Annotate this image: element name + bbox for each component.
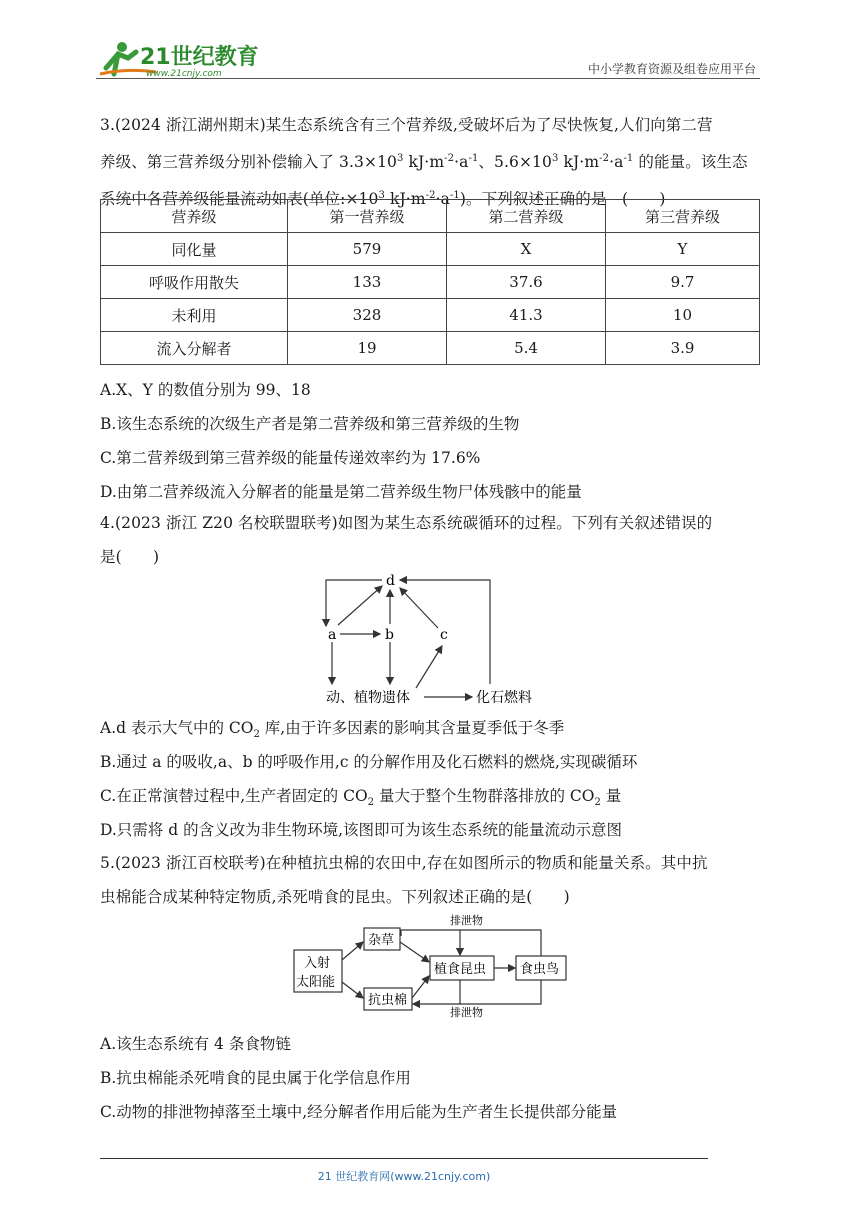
q4-option-a: A.d 表示大气中的 $CO_2$ 库,由于许多因素的影响其含量夏季低于冬季 [100,719,565,741]
header-platform-text: 中小学教育资源及组卷应用平台 [587,62,756,76]
q3-line-1: 3.(2024 浙江湖州期末)某生态系统含有三个营养级,受破坏后为了尽快恢复,人们向第二营 [100,116,713,134]
table-cell: Y [606,233,760,266]
table-header-cell: 第二营养级 [447,200,606,233]
table-cell: 328 [288,299,447,332]
footer-divider [100,1158,708,1159]
table-row [101,332,760,365]
q3-option-a: A.X、Y 的数值分别为 99、18 [100,381,311,399]
runner-logo-icon [96,38,266,80]
node-a: a [328,627,337,643]
sun-label-line2: 太阳能 [296,975,336,990]
question-4-stem [100,506,760,574]
table-cell: 流入分解者 [101,332,288,365]
weed-label: 杂草 [368,933,395,948]
sun-label-line1: 入射 [304,956,331,971]
table-header-cell: 营养级 [101,200,288,233]
q5-option-b: B.抗虫棉能杀死啃食的昆虫属于化学信息作用 [100,1069,411,1087]
table-row [101,266,760,299]
q4-option-d: D.只需将 d 的含义改为非生物环境,该图即可为该生态系统的能量流动示意图 [100,821,623,839]
node-remains: 动、植物遗体 [326,690,410,706]
q5-line-2: 虫棉能合成某种特定物质,杀死啃食的昆虫。下列叙述正确的是( ) [100,888,570,906]
q3-option-d: D.由第二营养级流入分解者的能量是第二营养级生物尸体残骸中的能量 [100,483,582,501]
table-cell: 呼吸作用散失 [101,266,288,299]
carbon-cycle-diagram [320,570,550,710]
table-header-cell: 第一营养级 [288,200,447,233]
logo-url: www.21cnjy.com [146,69,222,79]
q5-option-a: A.该生态系统有 4 条食物链 [100,1035,291,1053]
q4-option-c: C.在正常演替过程中,生产者固定的 $CO_2$ 量大于整个生物群落排放的 $CO_2$ 量 [100,787,622,809]
table-row [101,299,760,332]
table-cell: 3.9 [606,332,760,365]
table-cell: 9.7 [606,266,760,299]
q4-line-2: 是( ) [100,548,160,566]
site-logo [96,38,266,80]
table-row [101,233,760,266]
table-header-row [101,200,760,233]
node-fossil-fuel: 化石燃料 [476,690,532,706]
diagram-arrows [326,580,490,697]
cotton-label: 抗虫棉 [368,993,408,1008]
q3-option-c: C.第二营养级到第三营养级的能量传递效率约为 17.6% [100,449,481,467]
insect-label: 植食昆虫 [434,962,487,977]
q3-option-b: B.该生态系统的次级生产者是第二营养级和第三营养级的生物 [100,415,520,433]
logo-text: 21世纪教育 [140,45,259,70]
node-d: d [386,573,395,589]
excreta-top-label: 排泄物 [450,914,483,927]
bird-label: 食虫鸟 [520,962,560,977]
q4-line-1: 4.(2023 浙江 Z20 名校联盟联考)如图为某生态系统碳循环的过程。下列有关叙述错误的 [100,514,713,532]
energy-flow-table [100,199,760,365]
table-cell: 133 [288,266,447,299]
q4-option-b: B.通过 a 的吸收,a、b 的呼吸作用,c 的分解作用及化石燃料的燃烧,实现碳循环 [100,753,638,771]
excreta-bottom-label: 排泄物 [450,1006,483,1019]
table-header-cell: 第三营养级 [606,200,760,233]
node-b: b [385,627,394,643]
q5-option-c: C.动物的排泄物掉落至土壤中,经分解者作用后能为生产者生长提供部分能量 [100,1103,618,1121]
food-web-diagram [290,912,580,1022]
footer-link[interactable]: 21 世纪教育网(www.21cnjy.com) [317,1170,491,1183]
header-divider [96,78,760,79]
q5-line-1: 5.(2023 浙江百校联考)在种植抗虫棉的农田中,存在如图所示的物质和能量关系。其中抗 [100,854,708,872]
table-cell: 同化量 [101,233,288,266]
node-c: c [440,627,448,643]
table-cell: 41.3 [447,299,606,332]
question-5-stem [100,846,760,914]
table-cell: 19 [288,332,447,365]
table-cell: 10 [606,299,760,332]
table-cell: X [447,233,606,266]
q3-line-3: 系统中各营养级能量流动如表(单位$:\times 10^3$ $kJ\cdot m^{-2}\cdot a^{-1}$)。下列叙述正确的是 ( ) [100,190,666,209]
table-cell: 37.6 [447,266,606,299]
table-cell: 579 [288,233,447,266]
q3-line-2: 养级、第三营养级分别补偿输入了 $3.3\times 10^3$ $kJ\cdot m^{-2}\cdot a^{-1}$、$5.6\times 10^3$ $kJ\cdot m^{-2}\cdot a^{-1}$ 的能量。该生态 [100,153,748,172]
table-cell: 未利用 [101,299,288,332]
table-cell: 5.4 [447,332,606,365]
